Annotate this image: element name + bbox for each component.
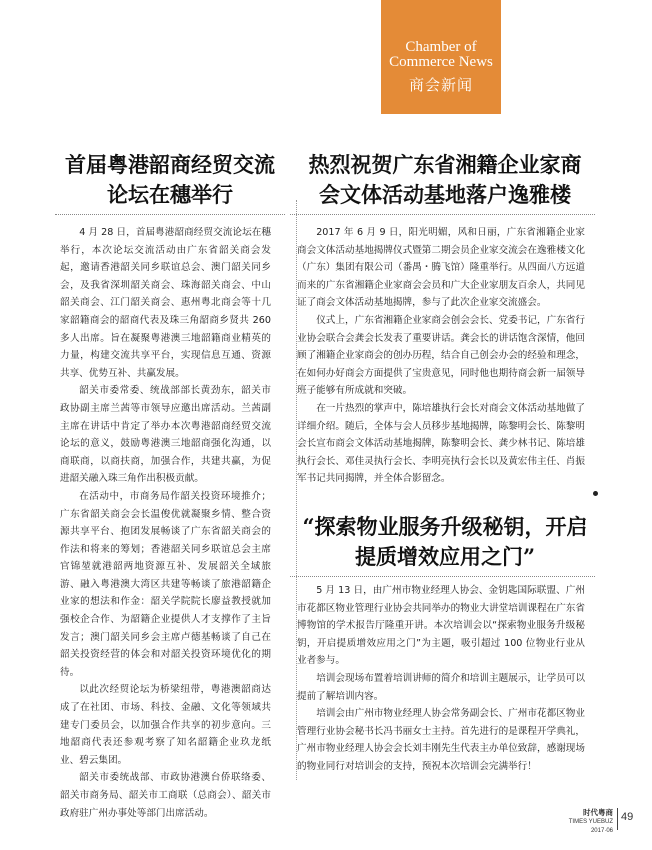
issue-label: TIMES YUEBUZ 2017·06 [568,819,613,834]
section-title-cn: 商会新闻 [408,76,473,94]
article3-paragraph: 5 月 13 日，由广州市物业经理人协会、金钥匙国际联盟、广州市花都区物业管理行业协会共同举办的物业大讲堂培训课程在广东省博物馆的学术报告厅隆重开讲。本次培训会以“探索物业服务升级秘钥，开启提质增效应用之门”为主题，吸引超过 100 位物业行业从业者参与。 [297,585,585,667]
section-title-en-line2: Commerce News [389,54,493,70]
section-badge [381,0,501,114]
article3-paragraph: 培训会由广州市物业经理人协会常务副会长、广州市花都区物业管理行业协会秘书长冯书丽女士主持。首先进行的是课程开学典礼，广州市物业经理人协会会长刘丰刚先生代表主办单位致辞，感谢现场的物业同行对培训会的支持，预祝本次培训会完满举行！ [297,708,585,772]
article1-body [60,224,271,822]
article1-paragraph: 韶关市委常委、统战部部长黄劲东，韶关市政协副主席兰茜等市领导应邀出席活动。兰茜副主席在讲话中肯定了举办本次粤港韶商经贸交流论坛的意义，鼓励粤港澳三地韶商强化沟通，以商联商，以商扶商，加强合作，共建共赢，为促进韶关融入珠三角作出积极贡献。 [60,385,271,485]
article2-paragraph: 仪式上，广东省湘籍企业家商会创会会长、党委书记，广东省行业协会联合会龚会长发表了重要讲话。龚会长的讲话饱含深情，他回顾了湘籍企业家商会的创办历程，结合自己创会办会的经验和理念，在如何办好商会方面提供了宝贵意见，同时他也期待商会新一届领导班子能够有所成就和突破。 [297,314,585,397]
footer-separator [617,808,618,830]
article-end-dot [593,491,598,496]
article1-paragraph: 以此次经贸论坛为桥梁纽带，粤港澳韶商达成了在社团、市场、科技、金融、文化等领域共建专门委员会，以加强合作共享的初步意向。三地韶商代表还参观考察了知名韶籍企业玖龙纸业、碧云集团。 [60,684,271,766]
article3-body [297,582,585,776]
article1-paragraph: 在活动中，市商务局作韶关投资环境推介；广东省韶关商会会长温俊优就凝聚乡情、整合资源共享平台、抱团发展畅谈了广东省韶关商会的作法和将来的筹划；香港韶关同乡联谊总会主席官锦堃就港韶两地资源互补、发展韶关全域旅游、融入粤港澳大湾区共建等畅谈了旅港韶籍企业家的想法和作金：韶关学院院长廖益教授就加强校企合作、为韶籍企业提供人才支撑作了主旨发言；澳门韶关同乡会主席卢德基畅谈了自己在韶关投资经营的体会和对韶关投资环境优化的期待。 [60,490,271,678]
article2-paragraph: 2017 年 6 月 9 日，阳光明媚，风和日丽，广东省湘籍企业家商会文体活动基地揭牌仪式暨第二期会员企业家交流会在逸雅楼文化（广东）集团有限公司（番禺・腾飞馆）隆重举行。从四面八方远道而来的广东省湘籍企业家商会会员和广大企业家朋友百余人，共同见证了商会文体活动基地揭牌，参与了此次企业家交流盛会。 [297,227,585,309]
article1-paragraph: 4 月 28 日，首届粤港韶商经贸交流论坛在穗举行，本次论坛交流活动由广东省韶关商会发起，邀请香港韶关同乡联谊总会、澳门韶关同乡会，及我省深圳韶关商会、珠海韶关商会、中山韶关商会、江门韶关商会、惠州粤北商会等十几家韶籍商会的韶商代表及珠三角韶商乡贤共 260 多人出席。旨在凝聚粤港澳三地韶籍商业精英的力量，构建交流共享平台，实现信息互通、资源共享、优势互补、共赢发展。 [60,227,271,379]
article2-body [297,224,585,488]
article2-paragraph: 在一片热烈的掌声中，陈培雄执行会长对商会文体活动基地做了详细介绍。随后，全体与会人员移步基地揭牌，陈黎明会长、陈黎明会长宣布商会文体活动基地揭牌，陈黎明会长、龚少林书记、陈培雄执行会长、邓佳灵执行会长、李明亮执行会长以及黄宏伟主任、肖振军书记共同揭牌，并全体合影留念。 [297,402,585,485]
article3-paragraph: 培训会现场布置着培训讲师的简介和培训主题展示，让学员可以提前了解培训内容。 [297,672,585,702]
article3-title-rule [290,576,595,577]
article2-title-rule [290,214,595,215]
article1-title: 首届粤港韶商经贸交流论坛在穗举行 [65,152,275,207]
page-number: 49 [621,811,634,823]
article1-paragraph: 韶关市委统战部、市政协港澳台侨联络委、韶关市商务局、韶关市工商联（总商会）、韶关市政府驻广州办事处等部门出席活动。 [60,772,271,819]
article2-title: 热烈祝贺广东省湘籍企业家商会文体活动基地落户逸雅楼 [308,152,582,207]
section-title-en-line1: Chamber of [405,39,477,55]
article1-title-rule [55,214,285,215]
page-footer [548,808,613,836]
article3-title: “探索物业服务升级秘钥，开启提质增效应用之门” [302,514,588,569]
magazine-name: 时代粤商 [583,808,613,817]
